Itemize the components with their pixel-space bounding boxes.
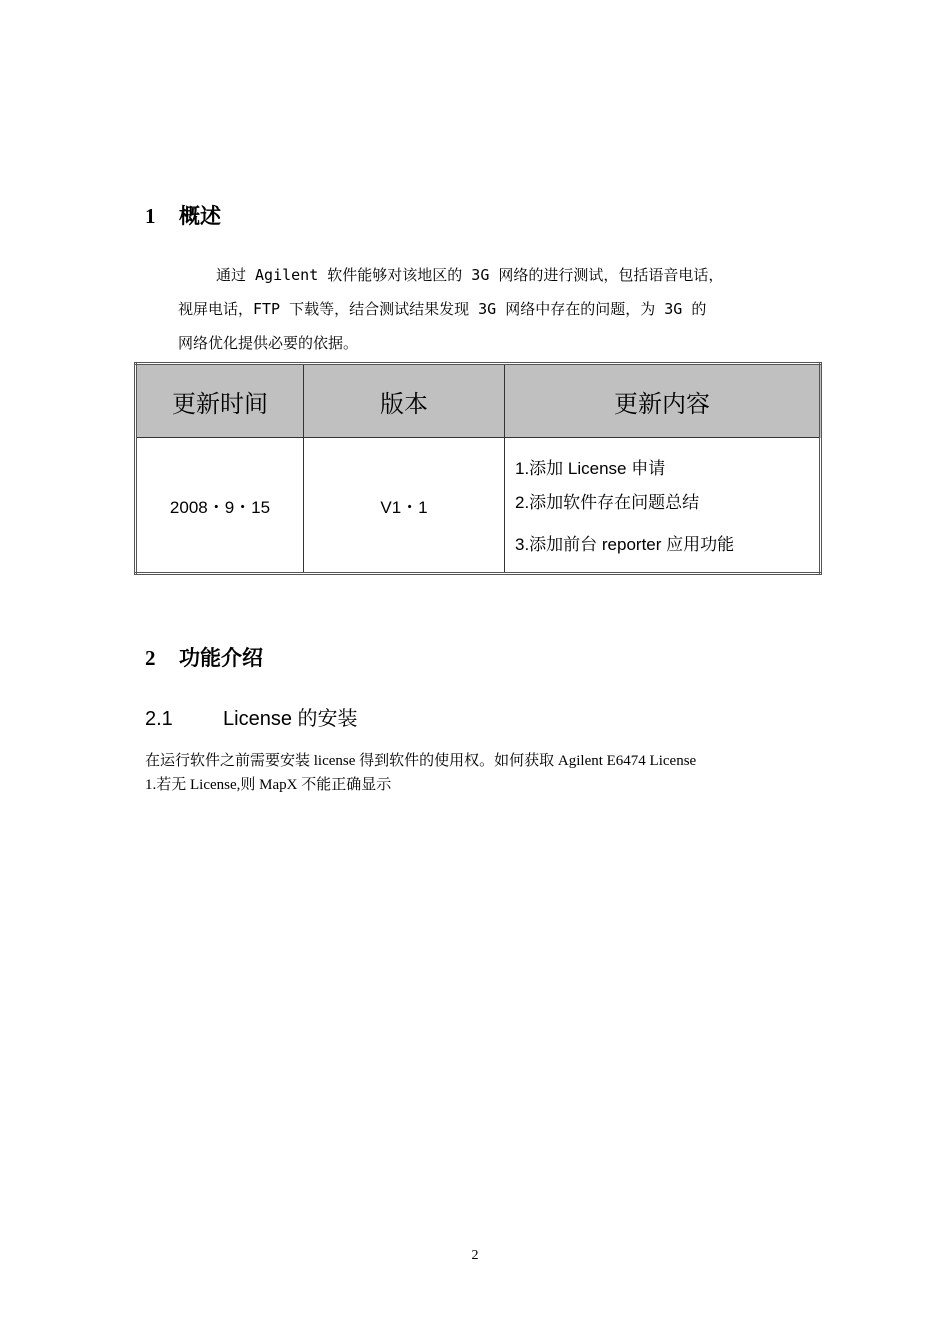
section-2-1-heading — [145, 702, 358, 731]
section-2-1-title: License 的安装 — [223, 708, 358, 730]
table-row — [136, 438, 821, 574]
header-update-content: 更新内容 — [505, 364, 821, 438]
section-2-number: 2 — [145, 646, 156, 670]
intro-paragraph — [178, 258, 818, 360]
section-1-number: 1 — [145, 204, 156, 228]
cell-version: V1・1 — [304, 438, 505, 574]
change-item: 3.添加前台 reporter 应用功能 — [515, 535, 735, 554]
section-1-heading — [145, 200, 221, 230]
header-update-time: 更新时间 — [136, 364, 304, 438]
section-2-1-number: 2.1 — [145, 708, 173, 730]
paragraph-line: 网络优化提供必要的依据。 — [178, 334, 359, 352]
cell-changes — [505, 438, 821, 574]
section-1-title: 概述 — [179, 204, 221, 228]
cell-date: 2008・9・15 — [136, 438, 304, 574]
change-item: 1.添加 License 申请 — [515, 459, 666, 478]
section-2-1-body — [145, 749, 696, 797]
change-item: 2.添加软件存在问题总结 — [515, 493, 700, 512]
table-header-row — [136, 364, 821, 438]
revision-table — [134, 362, 822, 575]
section-2-title: 功能介绍 — [179, 646, 263, 670]
section-2-heading — [145, 642, 263, 672]
header-version: 版本 — [304, 364, 505, 438]
body-line: 1.若无 License,则 MapX 不能正确显示 — [145, 777, 392, 793]
page-number: 2 — [471, 1248, 479, 1263]
body-line: 在运行软件之前需要安装 license 得到软件的使用权。如何获取 Agilent E6474 License — [145, 753, 697, 769]
paragraph-line: 视屏电话，FTP 下载等，结合测试结果发现 3G 网络中存在的问题，为 3G 的 — [178, 300, 707, 318]
paragraph-line: 通过 Agilent 软件能够对该地区的 3G 网络的进行测试，包括语音电话， — [216, 266, 724, 284]
